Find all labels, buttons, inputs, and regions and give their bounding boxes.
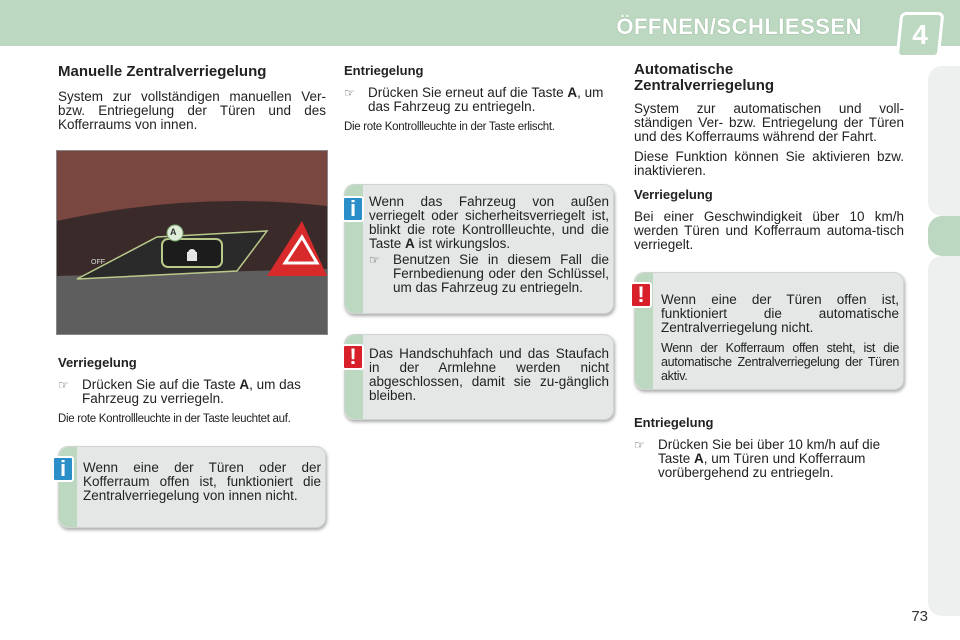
photo-label-a: A <box>170 227 177 237</box>
manual-unlock-text: Drücken Sie erneut auf die Taste <box>368 85 564 100</box>
info-icon: i <box>52 456 74 482</box>
warning-icon: ! <box>342 344 364 370</box>
key-a: A <box>567 85 578 100</box>
pointing-hand-icon: ☞ <box>634 438 645 452</box>
manual-lock-text: Drücken Sie auf die Taste <box>82 377 236 392</box>
warning-box-automatic-p1: Wenn eine der Türen offen ist, funktioniert die automatische Zentralverriegelung nicht. <box>661 292 899 335</box>
manual-unlock-section <box>344 64 614 134</box>
manual-lock-section <box>58 356 326 426</box>
manual-unlock-bullet <box>344 86 614 114</box>
page-title: ÖFFNEN/SCHLIESSEN <box>616 14 862 39</box>
info-box-doors-open-text: Wenn eine der Türen oder der Kofferraum offen ist, funktioniert die Zentralverriegelung von innen nicht. <box>83 460 321 503</box>
warning-icon: ! <box>630 282 652 308</box>
side-tab-lower[interactable] <box>928 256 960 616</box>
manual-lock-text-rest: , um das Fahrzeug zu verriegeln. <box>82 377 301 406</box>
warning-box-automatic <box>634 272 904 390</box>
info-box-remote-bullet-text: Benutzen Sie in diesem Fall die Fernbedienung oder den Schlüssel, um das Fahrzeug zu entriegeln. <box>393 252 609 295</box>
key-a: A <box>405 236 415 251</box>
info-box-remote-locked <box>344 184 614 314</box>
page-number: 73 <box>911 608 928 625</box>
automatic-unlock-bullet <box>634 438 904 480</box>
button-photo <box>56 150 328 335</box>
pointing-hand-icon: ☞ <box>344 86 355 100</box>
automatic-intro-2: Diese Funktion können Sie aktivieren bzw. inaktivieren. <box>634 149 904 178</box>
automatic-unlock-section <box>634 416 904 480</box>
chapter-number: 4 <box>912 19 928 50</box>
info-icon: i <box>342 196 364 222</box>
info-box-doors-open <box>58 446 326 528</box>
manual-lock-heading: Verriegelung <box>58 355 137 370</box>
manual-intro: System zur vollständigen manuellen Ver- bzw. Entriegelung der Türen und des Kofferraums von innen. <box>58 89 326 132</box>
side-tab-active[interactable] <box>928 216 960 256</box>
info-box-remote-text: Wenn das Fahrzeug von außen verriegelt oder sicherheitsverriegelt ist, blinkt die rote Kontrollleuchte, und die Taste <box>369 194 609 251</box>
dashboard-illustration <box>57 151 327 334</box>
automatic-unlock-text-rest: , um Türen und Kofferraum vorübergehend zu entriegeln. <box>658 451 866 480</box>
chapter-badge <box>896 12 945 58</box>
section-heading-automatic: Automatische Zentralverriegelung <box>634 61 775 94</box>
automatic-lock-text: Bei einer Geschwindigkeit über 10 km/h werden Türen und Kofferraum automa-tisch verriegelt. <box>634 209 904 252</box>
side-tab-upper[interactable] <box>928 66 960 216</box>
manual-lock-bullet <box>58 378 326 406</box>
warning-box-automatic-p2: Wenn der Kofferraum offen steht, ist die automatische Zentralverriegelung der Türen aktiv. <box>661 341 899 383</box>
column-manual <box>58 64 326 132</box>
column-automatic <box>634 62 904 252</box>
automatic-lock-heading: Verriegelung <box>634 187 713 202</box>
warning-box-glovebox-text: Das Handschuhfach und das Staufach in der Armlehne werden nicht abgeschlossen, damit sie zu-gänglich bleiben. <box>369 346 609 403</box>
section-heading-manual: Manuelle Zentralverriegelung <box>58 63 267 80</box>
pointing-hand-icon: ☞ <box>58 378 69 392</box>
key-a: A <box>694 451 704 466</box>
photo-label-off: OFF <box>91 259 105 266</box>
info-box-remote-bullet <box>369 253 609 295</box>
manual-unlock-text-rest: , um das Fahrzeug zu entriegeln. <box>368 85 604 114</box>
automatic-unlock-text: Drücken Sie bei über 10 km/h auf die Taste <box>658 437 881 466</box>
pointing-hand-icon: ☞ <box>369 253 380 267</box>
manual-unlock-heading: Entriegelung <box>344 63 424 78</box>
automatic-intro-1: System zur automatischen und voll-ständigen Ver- bzw. Entriegelung der Türen und des Kofferraums während der Fahrt. <box>634 101 904 144</box>
warning-box-glovebox <box>344 334 614 420</box>
automatic-unlock-heading: Entriegelung <box>634 415 714 430</box>
key-a: A <box>239 377 250 392</box>
info-box-remote-text-rest: ist wirkungslos. <box>414 236 511 251</box>
manual-unlock-note: Die rote Kontrollleuchte in der Taste erlischt. <box>344 121 555 133</box>
page-header <box>0 0 960 46</box>
manual-lock-note: Die rote Kontrollleuchte in der Taste leuchtet auf. <box>58 413 291 425</box>
